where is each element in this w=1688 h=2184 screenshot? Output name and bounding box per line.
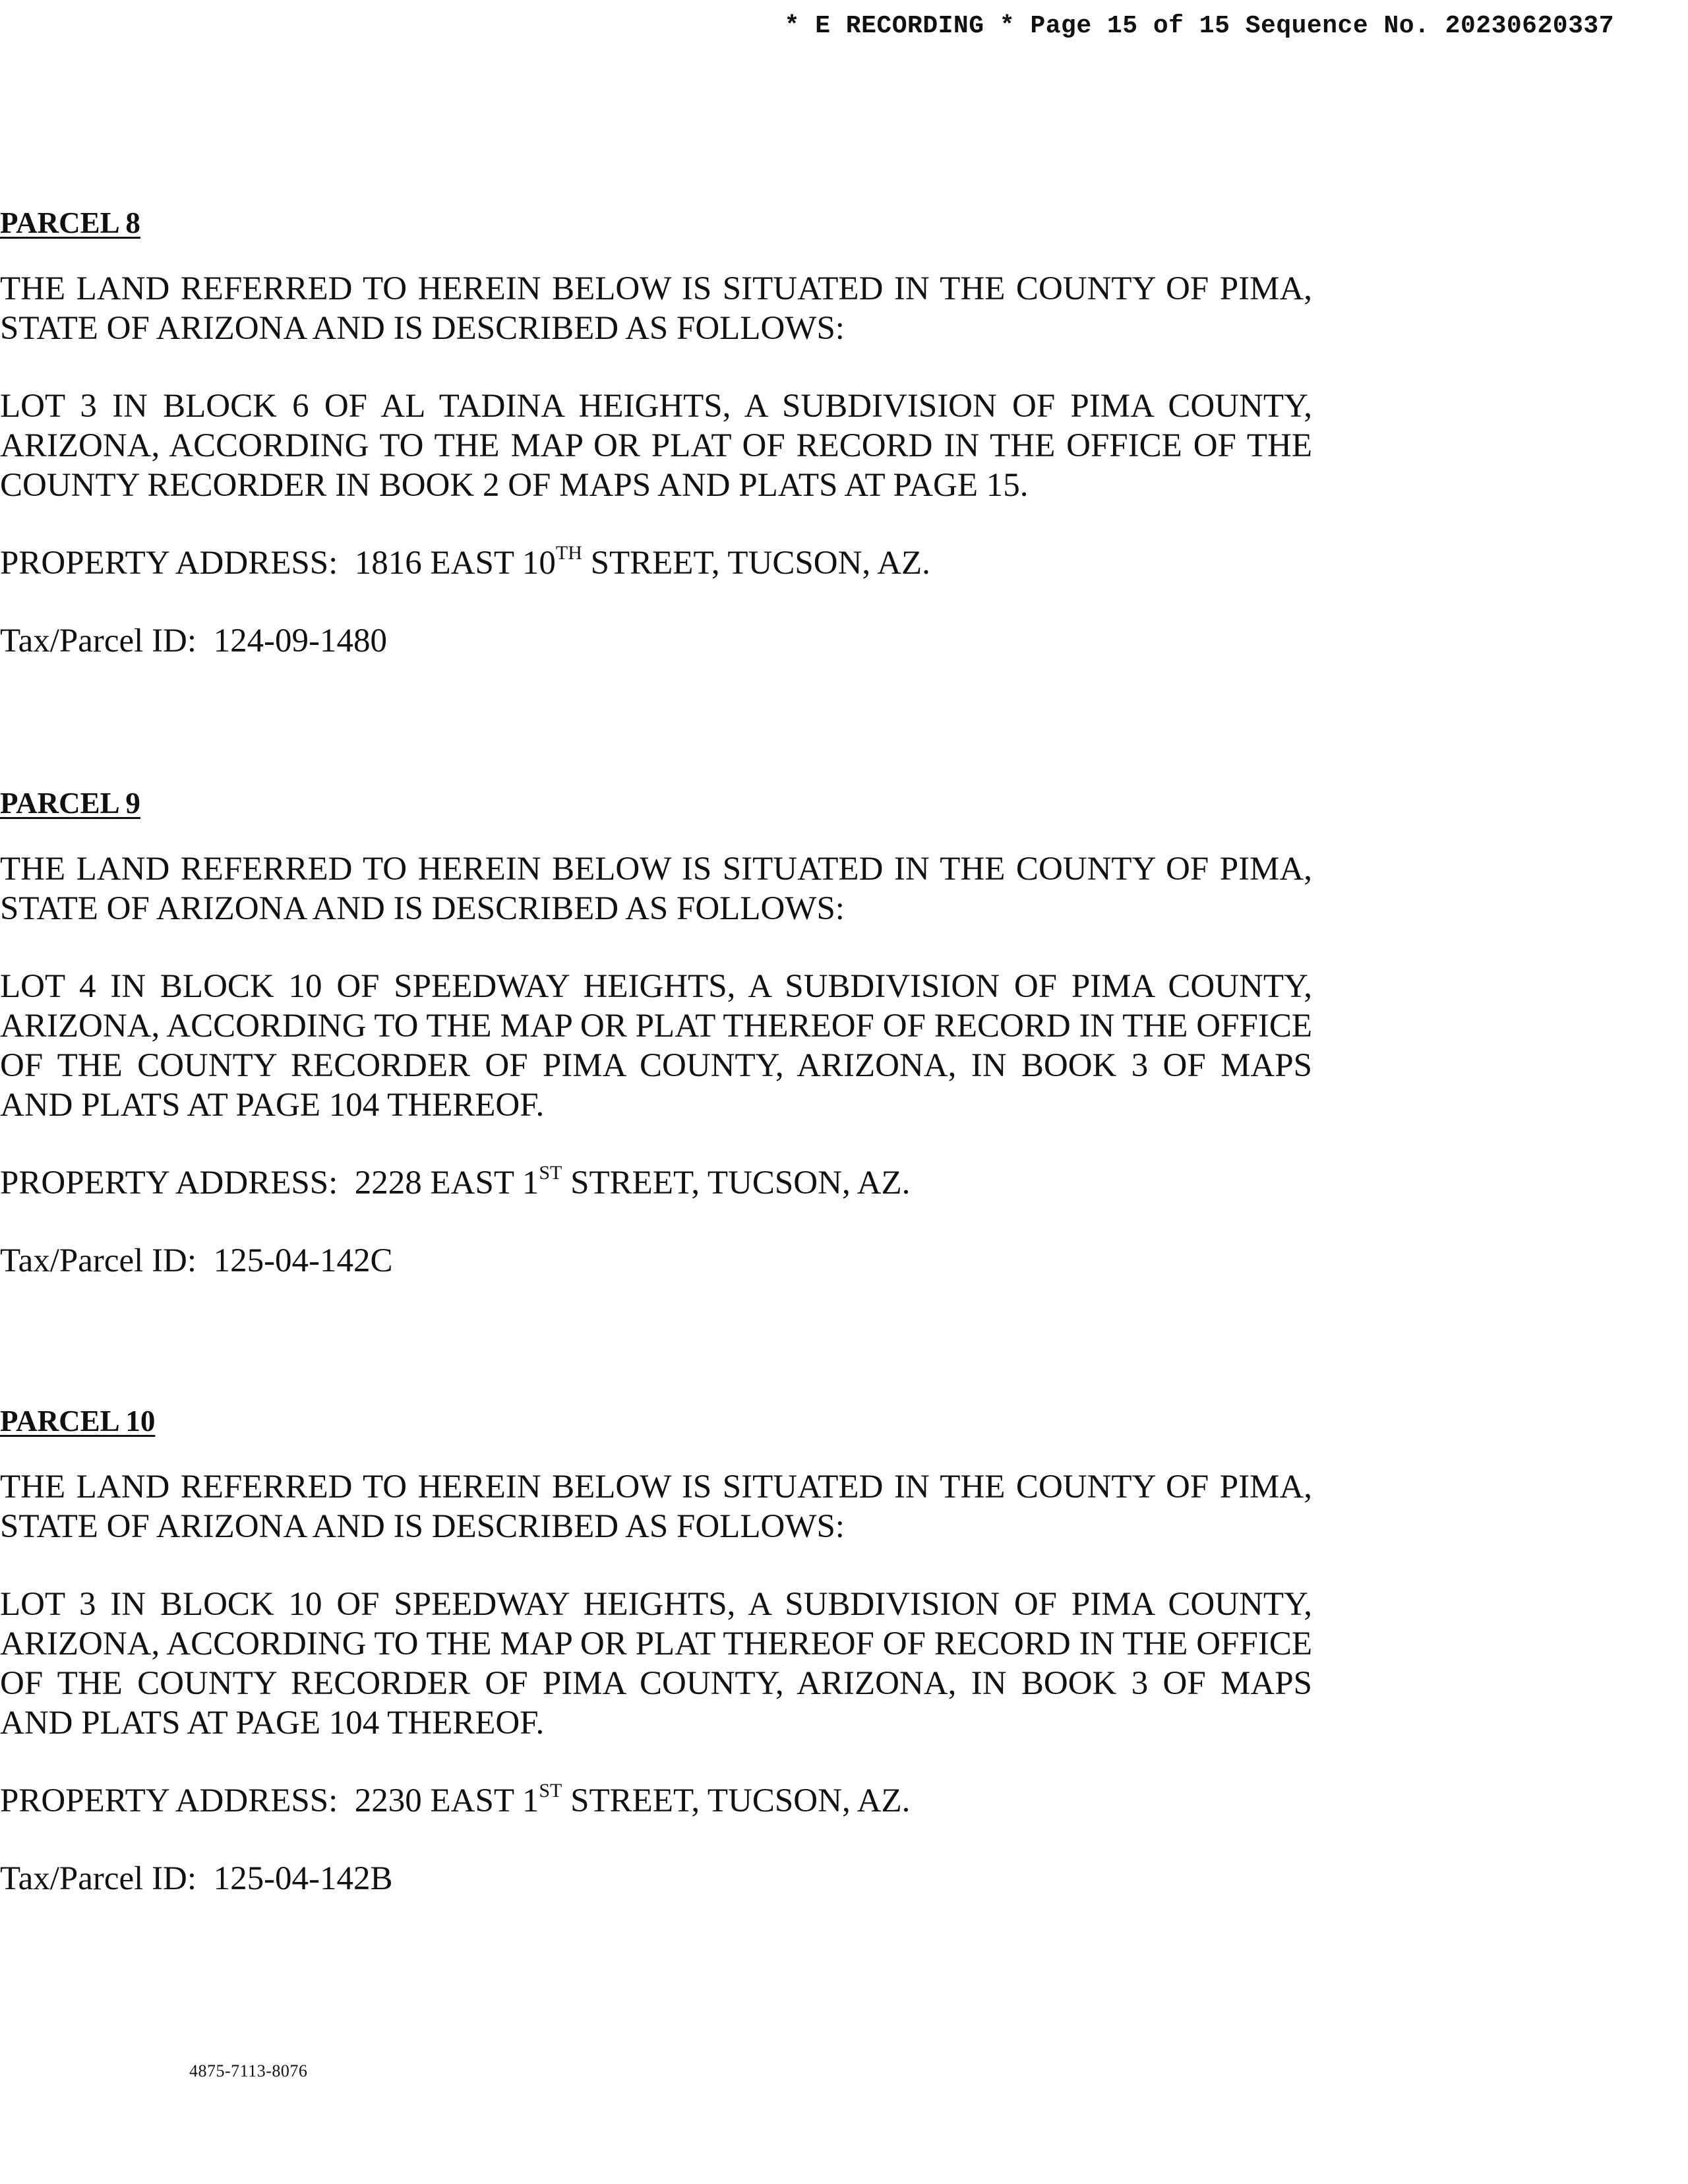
address-number: 2228 EAST 1	[354, 1165, 539, 1201]
tax-parcel-id	[0, 1241, 1312, 1281]
legal-description: LOT 3 IN BLOCK 10 OF SPEEDWAY HEIGHTS, A SUBDIVISION OF PIMA COUNTY, ARIZONA, ACCORDING TO THE MAP OR PLAT THEREOF OF RECORD IN THE OFFICE OF THE COUNTY RECORDER OF PIMA COUNTY, ARIZONA, IN BOOK 3 OF MAPS AND PLATS AT PAGE 104 THEREOF.	[0, 1586, 1312, 1742]
parcel-heading: PARCEL 10	[0, 1405, 156, 1438]
tax-id-value: 124-09-1480	[213, 622, 388, 659]
tax-parcel-id	[0, 621, 1312, 661]
parcel-heading: PARCEL 9	[0, 787, 140, 820]
tax-parcel-id	[0, 1859, 1312, 1898]
parcel-section	[0, 785, 1312, 1281]
parcel-section	[0, 204, 1312, 661]
property-address	[0, 1781, 1312, 1821]
address-label: PROPERTY ADDRESS:	[0, 545, 338, 582]
parcel-section	[0, 1403, 1312, 1898]
address-street: STREET, TUCSON, AZ.	[562, 1782, 911, 1819]
tax-label: Tax/Parcel ID:	[0, 1860, 197, 1897]
tax-id-value: 125-04-142C	[213, 1242, 393, 1279]
tax-label: Tax/Parcel ID:	[0, 1242, 197, 1279]
legal-description: LOT 3 IN BLOCK 6 OF AL TADINA HEIGHTS, A SUBDIVISION OF PIMA COUNTY, ARIZONA, ACCORDING TO THE MAP OR PLAT OF RECORD IN THE OFFICE OF THE COUNTY RECORDER IN BOOK 2 OF MAPS AND PLATS AT PAGE 15.	[0, 388, 1312, 504]
address-number: 1816 EAST 10	[354, 545, 556, 582]
address-label: PROPERTY ADDRESS:	[0, 1782, 338, 1819]
address-label: PROPERTY ADDRESS:	[0, 1165, 338, 1201]
address-ordinal-suffix: TH	[555, 542, 582, 564]
parcel-heading: PARCEL 8	[0, 206, 140, 239]
address-number: 2230 EAST 1	[354, 1782, 539, 1819]
tax-id-value: 125-04-142B	[213, 1860, 393, 1897]
tax-label: Tax/Parcel ID:	[0, 622, 197, 659]
address-street: STREET, TUCSON, AZ.	[562, 1165, 911, 1201]
parcel-intro: THE LAND REFERRED TO HEREIN BELOW IS SITUATED IN THE COUNTY OF PIMA, STATE OF ARIZONA AND IS DESCRIBED AS FOLLOWS:	[0, 270, 1312, 347]
legal-description: LOT 4 IN BLOCK 10 OF SPEEDWAY HEIGHTS, A SUBDIVISION OF PIMA COUNTY, ARIZONA, ACCORDING TO THE MAP OR PLAT THEREOF OF RECORD IN THE OFFICE OF THE COUNTY RECORDER OF PIMA COUNTY, ARIZONA, IN BOOK 3 OF MAPS AND PLATS AT PAGE 104 THEREOF.	[0, 968, 1312, 1124]
parcel-intro: THE LAND REFERRED TO HEREIN BELOW IS SITUATED IN THE COUNTY OF PIMA, STATE OF ARIZONA AND IS DESCRIBED AS FOLLOWS:	[0, 851, 1312, 927]
recording-stamp: * E RECORDING * Page 15 of 15 Sequence No. 20230620337	[784, 12, 1614, 40]
address-street: STREET, TUCSON, AZ.	[582, 545, 930, 582]
address-ordinal-suffix: ST	[539, 1780, 562, 1802]
property-address	[0, 1163, 1312, 1203]
address-ordinal-suffix: ST	[539, 1162, 562, 1184]
document-number: 4875-7113-8076	[189, 2061, 308, 2080]
parcel-intro: THE LAND REFERRED TO HEREIN BELOW IS SITUATED IN THE COUNTY OF PIMA, STATE OF ARIZONA AND IS DESCRIBED AS FOLLOWS:	[0, 1469, 1312, 1545]
property-address	[0, 543, 1312, 583]
